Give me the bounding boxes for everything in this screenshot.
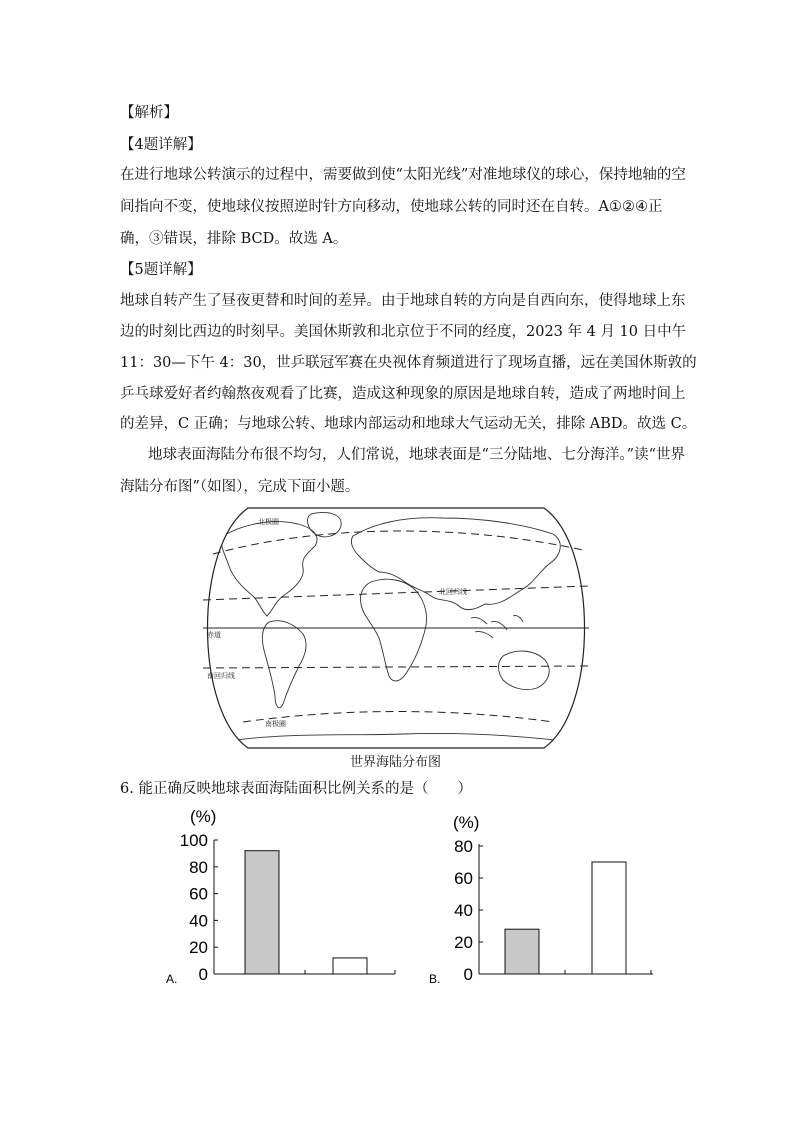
intro-text-line: 海陆分布图”（如图），完成下面小题。: [120, 479, 360, 495]
chart-b-bar: [505, 929, 539, 974]
chart-option-a[interactable]: [150, 800, 410, 1000]
chart-a-ytick-label: 0: [198, 965, 208, 984]
q5-header: 【5题详解】: [120, 262, 202, 278]
chart-b-ylabel: (%): [453, 813, 480, 832]
chart-option-b[interactable]: [415, 806, 675, 1000]
q4-text-line: 确，③错误，排除 BCD。故选 A。: [120, 231, 348, 247]
q5-text-line: 地球自转产生了昼夜更替和时间的差异。由于地球自转的方向是自西向东，使得地球上东: [120, 293, 686, 309]
chart-a-ytick-label: 60: [189, 884, 208, 904]
chart-a-ytick-label: 40: [189, 911, 208, 931]
chart-a-ytick-label: 80: [189, 857, 208, 877]
chart-b-ytick-label: 40: [454, 901, 473, 920]
chart-b-ytick-label: 20: [454, 933, 473, 952]
q4-header: 【4题详解】: [120, 137, 202, 153]
intro-text-line: 地球表面海陆分布很不均匀，人们常说，地球表面是“三分陆地、七分海洋。”读“世界: [148, 447, 685, 463]
label-tropic-cancer: 北回归线: [439, 588, 467, 596]
chart-b-ytick-label: 60: [454, 869, 473, 888]
q5-text-line: 乒乓球爱好者约翰熬夜观看了比赛，造成这种现象的原因是地球自转，造成了两地时间上: [120, 386, 686, 402]
q5-text-line: 边的时刻比西边的时刻早。美国休斯敦和北京位于不同的经度，2023 年 4 月 10 日中午: [120, 324, 687, 340]
chart-a-ytick-label: 100: [179, 831, 208, 850]
chart-b-option-label: B.: [429, 972, 441, 986]
chart-b-ytick-label: 0: [463, 965, 473, 984]
label-equator: 赤道: [207, 631, 221, 639]
chart-a-bar: [333, 958, 367, 974]
q5-text-line: 11：30—下午 4：30，世乒联冠军赛在央视体育频道进行了现场直播，远在美国休斯敦的: [120, 355, 697, 371]
q4-text-line: 在进行地球公转演示的过程中，需要做到使“太阳光线”对准地球仪的球心，保持地轴的空: [120, 167, 686, 183]
world-map: [203, 506, 589, 750]
chart-a-bar: [245, 851, 279, 974]
chart-a-option-label: A.: [166, 972, 178, 986]
label-tropic-capricorn: 南回归线: [207, 672, 235, 680]
analysis-header: 【解析】: [120, 105, 178, 121]
chart-b-bar: [592, 862, 626, 974]
chart-b-ytick-label: 80: [454, 837, 473, 856]
chart-a-ylabel: (%): [190, 807, 217, 826]
q5-text-line: 的差异，C 正确；与地球公转、地球内部运动和地球大气运动无关，排除 ABD。故选 C。: [120, 416, 697, 432]
question-6-stem: 6. 能正确反映地球表面海陆面积比例关系的是（ ）: [120, 781, 472, 797]
label-arctic-circle: 北极圈: [258, 518, 279, 526]
label-antarctic-circle: 南极圈: [265, 720, 286, 728]
map-caption: 世界海陆分布图: [350, 755, 442, 770]
q4-text-line: 间指向不变，使地球仪按照逆时针方向移动，使地球公转的同时还在自转。A①②④正: [120, 199, 663, 215]
chart-a-ytick-label: 20: [189, 938, 208, 958]
